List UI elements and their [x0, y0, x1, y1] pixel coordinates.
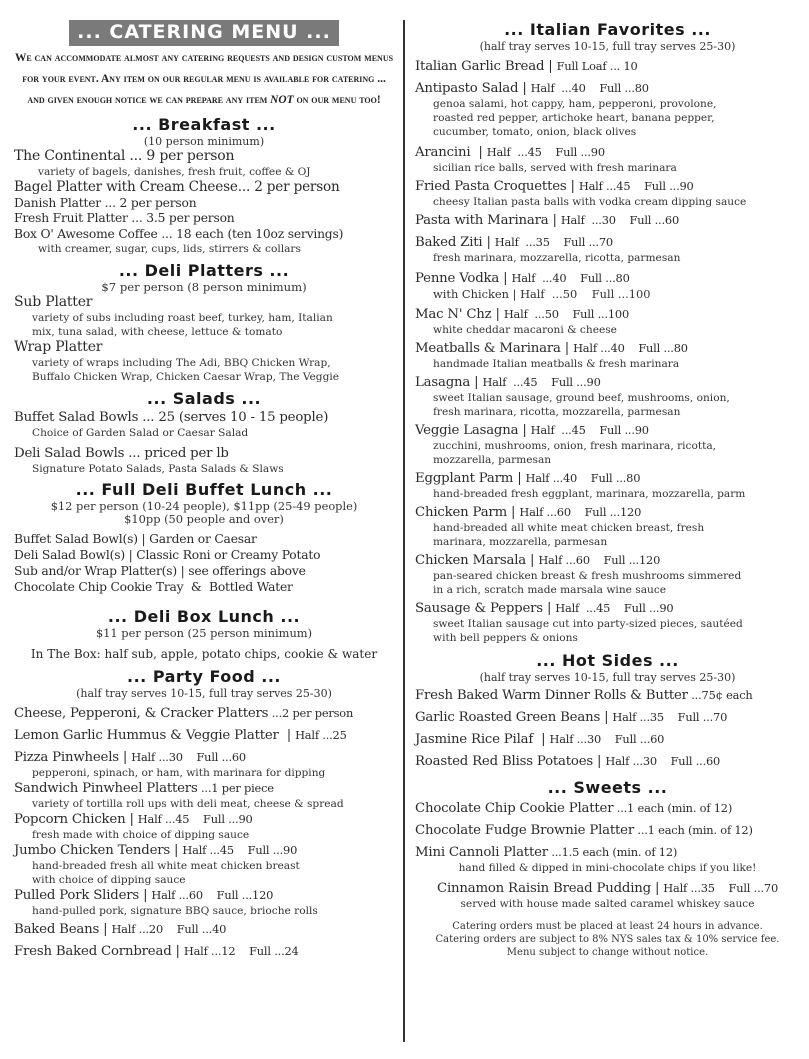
menu-item: [415, 822, 800, 839]
menu-item: [415, 731, 800, 748]
section-title: ... Breakfast ...: [132, 115, 276, 134]
menu-item: The Continental ... 9 per person: [14, 148, 235, 164]
section-title: ... Party Food ...: [127, 667, 281, 686]
section-title: ... Full Deli Buffet Lunch ...: [75, 480, 333, 499]
menu-item: [415, 844, 800, 861]
item-name: Eggplant Parm |: [415, 471, 526, 486]
menu-item: [415, 880, 800, 897]
buffet-item: Buffet Salad Bowl(s) | Garden or Caesar: [14, 532, 257, 546]
menu-item: Box O' Awesome Coffee ... 18 each (ten 10oz servings): [14, 227, 344, 241]
item-price: Half ...60 Full ...120: [538, 553, 661, 567]
menu-item: Buffet Salad Bowls ... 25 (serves 10 - 15 people): [14, 410, 329, 425]
section-breakfast: [14, 115, 394, 256]
item-price: Half ...40 Full ...80: [511, 271, 630, 285]
menu-item: [415, 374, 800, 391]
footer-note: Catering orders are subject to 8% NYS sales tax & 10% service fee.: [435, 934, 780, 945]
menu-item: [14, 943, 394, 960]
item-price: Half ...45 Full ...90: [530, 423, 649, 437]
section-hot-sides: [415, 651, 800, 770]
item-description: mozzarella, parmesan: [433, 454, 552, 466]
section-title: ... Italian Favorites ...: [504, 20, 711, 39]
right-column: [415, 0, 800, 959]
item-description: roasted red pepper, artichoke heart, banana pepper,: [433, 112, 715, 124]
item-price: Half ...30 Full ...60: [131, 750, 246, 764]
menu-item: [415, 144, 800, 161]
section-subtitle: (half tray serves 10-15, full tray serves 25-30): [479, 40, 736, 53]
item-name: Chocolate Fudge Brownie Platter: [415, 823, 634, 838]
section-title: ... Sweets ...: [547, 778, 668, 797]
item-name: Antipasto Salad |: [415, 81, 531, 96]
variant-price: Half ...50 Full ...100: [520, 287, 651, 301]
item-name: Fried Pasta Croquettes |: [415, 179, 579, 194]
column-divider: [403, 20, 405, 1042]
menu-item: [415, 600, 800, 617]
footer-note: Menu subject to change without notice.: [506, 947, 709, 958]
menu-item: [415, 422, 800, 439]
item-description: Buffalo Chicken Wrap, Chicken Caesar Wrap, The Veggie: [32, 371, 340, 383]
item-price: ...1 each (min. of 12): [613, 801, 733, 815]
menu-item: [14, 842, 394, 859]
box-contents: In The Box: half sub, apple, potato chips, cookie & water: [30, 647, 378, 661]
buffet-item: Deli Salad Bowl(s) | Classic Roni or Creamy Potato: [14, 548, 321, 562]
item-name: Sausage & Peppers |: [415, 601, 556, 616]
item-price: ...1.5 each (min. of 12): [547, 845, 678, 859]
menu-item: [415, 687, 800, 704]
item-description: pan-seared chicken breast & fresh mushrooms simmered: [433, 570, 742, 582]
item-name: Mac N' Chz |: [415, 307, 504, 322]
menu-item: [415, 306, 800, 323]
item-price: ...1 per piece: [197, 781, 274, 795]
section-italian-favorites: [415, 20, 800, 645]
intro-text: [14, 48, 394, 111]
item-description: served with house made salted caramel whiskey sauce: [460, 898, 755, 910]
section-salads: [14, 389, 394, 476]
menu-item: [14, 887, 394, 904]
item-name: Veggie Lasagna |: [415, 423, 531, 438]
menu-item: [415, 753, 800, 770]
item-description: with bell peppers & onions: [433, 632, 578, 644]
menu-title-banner: ... CATERING MENU ...: [69, 20, 339, 46]
item-description: zucchini, mushrooms, onion, fresh marinara, ricotta,: [433, 440, 717, 452]
item-name: Cheese, Pepperoni, & Cracker Platters: [14, 706, 269, 721]
menu-item: [14, 749, 394, 766]
item-price: ...2 per person: [268, 706, 354, 720]
item-description: marinara, mozzarella, parmesan: [433, 536, 608, 548]
item-description: fresh made with choice of dipping sauce: [32, 829, 250, 841]
item-name: Fresh Baked Warm Dinner Rolls & Butter: [415, 688, 688, 703]
item-price: Half ...12 Full ...24: [183, 944, 299, 958]
item-name: Arancini |: [415, 145, 487, 160]
menu-item: [415, 212, 800, 229]
menu-item: Wrap Platter: [14, 339, 103, 355]
item-name: Mini Cannoli Platter: [415, 845, 548, 860]
menu-item: [415, 340, 800, 357]
section-title: ... Deli Platters ...: [118, 261, 290, 280]
item-description: sicilian rice balls, served with fresh marinara: [433, 162, 677, 174]
item-price: Half ...35 Full ...70: [612, 710, 728, 724]
item-price: Half ...45 Full ...90: [578, 179, 694, 193]
item-price: Half ...50 Full ...100: [503, 307, 630, 321]
item-description: hand filled & dipped in mini-chocolate chips if you like!: [458, 862, 757, 874]
section-subtitle: (half tray serves 10-15, full tray serves 25-30): [76, 687, 332, 700]
menu-item: [415, 234, 800, 251]
buffet-item: Chocolate Chip Cookie Tray & Bottled Water: [14, 580, 293, 594]
menu-item: Fresh Fruit Platter ... 3.5 per person: [14, 211, 235, 225]
footer-note: Catering orders must be placed at least 24 hours in advance.: [452, 921, 763, 932]
item-description: sweet Italian sausage, ground beef, mushrooms, onion,: [433, 392, 730, 404]
menu-item: [415, 270, 800, 287]
menu-item: [415, 80, 800, 97]
item-name: Baked Ziti |: [415, 235, 495, 250]
item-name: Penne Vodka |: [415, 271, 512, 286]
section-subtitle: $10pp (50 people and over): [124, 512, 284, 526]
section-deli-platters: [14, 261, 394, 384]
item-description: cucumber, tomato, onion, black olives: [433, 126, 637, 138]
item-name: Jumbo Chicken Tenders |: [14, 843, 183, 858]
footer-notes: [415, 920, 800, 959]
item-price: Half ...35 Full ...70: [494, 235, 613, 249]
item-price: Half ...20 Full ...40: [111, 922, 227, 936]
item-price: Half ...45 Full ...90: [482, 375, 601, 389]
item-price: Half ...45 Full ...90: [182, 843, 298, 857]
section-subtitle: $11 per person (25 person minimum): [95, 626, 313, 640]
item-price: Half ...45 Full ...90: [555, 601, 674, 615]
menu-item: Deli Salad Bowls ... priced per lb: [14, 446, 229, 461]
menu-item: [415, 552, 800, 569]
menu-item: [415, 178, 800, 195]
menu-item: [415, 709, 800, 726]
item-name: Lemon Garlic Hummus & Veggie Platter |: [14, 728, 296, 743]
item-price: ...1 each (min. of 12): [634, 823, 753, 837]
item-description: pepperoni, spinach, or ham, with marinara for dipping: [32, 767, 326, 779]
item-price: Half ...45 Full ...90: [486, 145, 605, 159]
menu-item: [14, 705, 394, 722]
section-subtitle: $12 per person (10-24 people), $11pp (25-49 people): [50, 499, 358, 513]
item-description: fresh marinara, mozzarella, ricotta, parmesan: [433, 252, 681, 264]
menu-item: [415, 58, 800, 75]
menu-item: Sub Platter: [14, 294, 93, 310]
item-name: Meatballs & Marinara |: [415, 341, 574, 356]
item-price: Half ...25: [295, 728, 347, 742]
item-name: Chicken Parm |: [415, 505, 520, 520]
section-buffet-lunch: [14, 480, 394, 595]
item-price: Full Loaf ... 10: [556, 59, 638, 73]
menu-item: [415, 504, 800, 521]
item-name: Italian Garlic Bread |: [415, 59, 557, 74]
item-description: with creamer, sugar, cups, lids, stirrers & collars: [38, 243, 301, 255]
item-description: variety of tortilla roll ups with deli meat, cheese & spread: [32, 798, 344, 810]
item-description: Signature Potato Salads, Pasta Salads & Slaws: [32, 463, 284, 475]
item-description: with choice of dipping sauce: [32, 874, 186, 886]
section-subtitle: $7 per person (8 person minimum): [101, 280, 307, 294]
menu-item: [415, 800, 800, 817]
item-price: Half ...40 Full ...80: [530, 81, 649, 95]
item-description: Choice of Garden Salad or Caesar Salad: [32, 427, 249, 439]
item-price: Half ...40 Full ...80: [525, 471, 641, 485]
intro-line: We can accommodate almost any catering requests and design custom menus for your event. Any item on our regular menu is available for catering ... and given enough notice we can prepare any item: [14, 52, 394, 106]
item-description: hand-breaded all white meat chicken breast, fresh: [433, 522, 705, 534]
section-subtitle: (10 person minimum): [143, 135, 265, 148]
section-title: ... Hot Sides ...: [536, 651, 679, 670]
item-name: Fresh Baked Cornbread |: [14, 944, 184, 959]
item-price: Half ...30 Full ...60: [560, 213, 679, 227]
section-title: ... Salads ...: [146, 389, 262, 408]
item-description: white cheddar macaroni & cheese: [433, 324, 617, 336]
variant-name: with Chicken |: [433, 287, 521, 301]
item-price: Half ...60 Full ...120: [519, 505, 642, 519]
item-description: handmade Italian meatballs & fresh marinara: [433, 358, 680, 370]
item-description: cheesy Italian pasta balls with vodka cream dipping sauce: [433, 196, 747, 208]
menu-item: [14, 780, 394, 797]
item-description: mix, tuna salad, with cheese, lettuce & tomato: [32, 326, 283, 338]
item-price: Half ...45 Full ...90: [137, 812, 253, 826]
buffet-item: Sub and/or Wrap Platter(s) | see offerings above: [14, 564, 306, 578]
item-name: Baked Beans |: [14, 922, 112, 937]
item-description: sweet Italian sausage cut into party-sized pieces, sautéed: [433, 618, 743, 630]
item-name: Garlic Roasted Green Beans |: [415, 710, 613, 725]
item-name: Sandwich Pinwheel Platters: [14, 781, 198, 796]
menu-item: [415, 470, 800, 487]
item-price: ...75¢ each: [687, 688, 753, 702]
menu-item: [14, 921, 394, 938]
item-name: Jasmine Rice Pilaf |: [415, 732, 550, 747]
item-price: Half ...30 Full ...60: [549, 732, 665, 746]
item-name: Pizza Pinwheels |: [14, 750, 132, 765]
intro-line-end: on our menu too!: [293, 94, 381, 106]
item-name: Roasted Red Bliss Potatoes |: [415, 754, 606, 769]
item-description: hand-breaded fresh eggplant, marinara, mozzarella, parm: [433, 488, 746, 500]
item-name: Pasta with Marinara |: [415, 213, 561, 228]
item-name: Pulled Pork Sliders |: [14, 888, 152, 903]
item-name: Popcorn Chicken |: [14, 812, 138, 827]
item-price: Half ...40 Full ...80: [573, 341, 688, 355]
item-price: Half ...35 Full ...70: [663, 881, 779, 895]
item-name: Lasagna |: [415, 375, 483, 390]
item-price: Half ...60 Full ...120: [151, 888, 274, 902]
section-box-lunch: [14, 607, 394, 662]
intro-emphasis: NOT: [270, 94, 294, 106]
item-variant: [415, 287, 800, 301]
left-column: [14, 0, 394, 960]
section-party-food: [14, 667, 394, 960]
section-sweets: [415, 778, 800, 911]
menu-item: Danish Platter ... 2 per person: [14, 196, 197, 210]
menu-item: Bagel Platter with Cream Cheese... 2 per person: [14, 179, 340, 195]
item-description: hand-pulled pork, signature BBQ sauce, brioche rolls: [32, 905, 318, 917]
title-banner-wrap: [14, 20, 394, 46]
item-name: Chocolate Chip Cookie Platter: [415, 801, 614, 816]
item-name: Cinnamon Raisin Bread Pudding |: [436, 881, 664, 896]
item-description: hand-breaded fresh all white meat chicken breast: [32, 860, 300, 872]
item-description: variety of wraps including The Adi, BBQ Chicken Wrap,: [32, 357, 331, 369]
item-description: variety of bagels, danishes, fresh fruit, coffee & OJ: [38, 166, 311, 178]
section-title: ... Deli Box Lunch ...: [107, 607, 301, 626]
item-description: in a rich, scratch made marsala wine sauce: [433, 584, 667, 596]
menu-item: [14, 727, 394, 744]
item-description: genoa salami, hot cappy, ham, pepperoni, provolone,: [433, 98, 717, 110]
menu-item: [14, 811, 394, 828]
section-subtitle: (half tray serves 10-15, full tray serves 25-30): [479, 671, 736, 684]
item-price: Half ...30 Full ...60: [605, 754, 721, 768]
item-description: variety of subs including roast beef, turkey, ham, Italian: [32, 312, 333, 324]
item-name: Chicken Marsala |: [415, 553, 539, 568]
item-description: fresh marinara, ricotta, mozzarella, parmesan: [433, 406, 681, 418]
